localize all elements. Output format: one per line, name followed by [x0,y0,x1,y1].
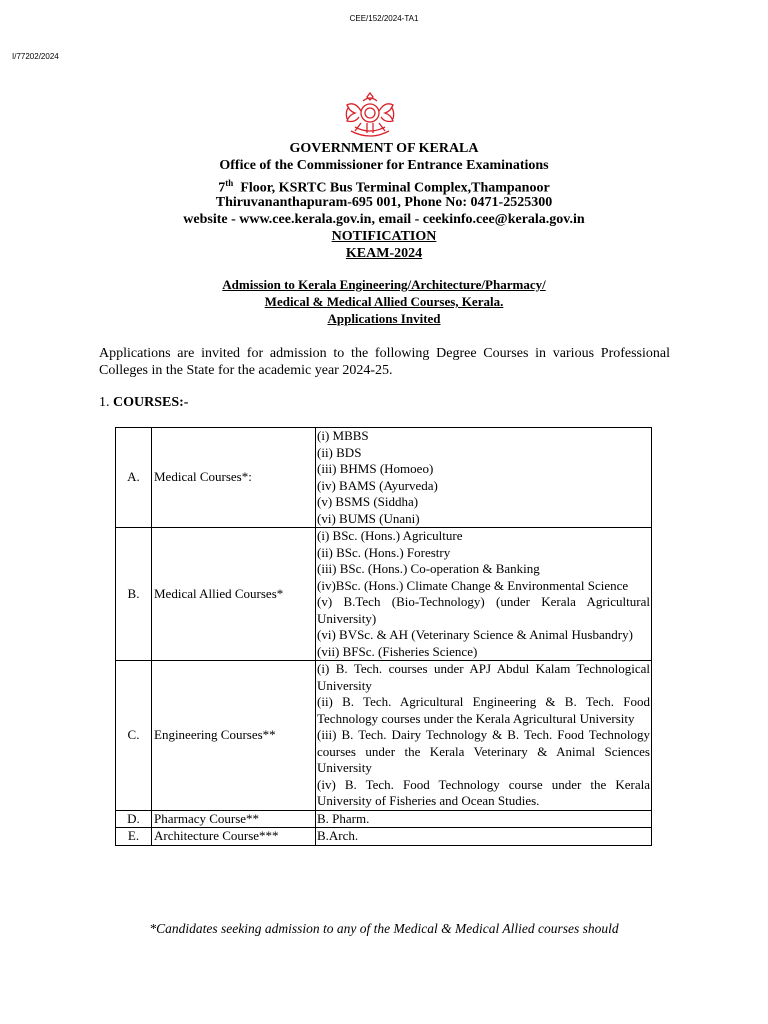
course-category: Pharmacy Course** [152,810,316,828]
course-item: (vi) BVSc. & AH (Veterinary Science & Animal Husbandry) [317,627,633,642]
course-item: (iii) BHMS (Homoeo) [317,461,434,476]
header-office: Office of the Commissioner for Entrance Examinations [219,158,549,173]
course-item: B. Pharm. [317,810,370,826]
course-category: Medical Courses*: [152,428,316,528]
header-government: GOVERNMENT OF KERALA [289,141,479,156]
course-item: B.Arch. [317,828,359,843]
table-row [116,828,652,846]
section-heading: 1. COURSES:- [99,395,189,410]
course-label: E. [116,828,152,846]
course-item: (iii) BSc. (Hons.) Co-operation & Banking [317,561,540,576]
keam-title: KEAM-2024 [345,246,423,261]
course-label: C. [116,661,152,811]
course-category: Engineering Courses** [152,661,316,811]
notification-title: NOTIFICATION [331,229,437,244]
table-row [116,810,652,828]
header-web-email: website - www.cee.kerala.gov.in, email - ceekinfo.cee@kerala.gov.in [183,212,585,227]
course-item: (i) BSc. (Hons.) Agriculture [317,528,463,543]
course-item: (i) MBBS [317,428,369,443]
course-items [316,828,652,846]
course-item: (ii) BSc. (Hons.) Forestry [317,544,451,560]
subject-line-2: Medical & Medical Allied Courses, Kerala. [264,294,504,309]
file-reference-left: I/77202/2024 [12,52,59,61]
course-label: B. [116,528,152,661]
kerala-state-emblem-icon [339,87,401,141]
table-row [116,661,652,811]
course-items [316,428,652,528]
table-row [116,428,652,528]
course-item: (ii) B. Tech. Agricultural Engineering & B. Tech. Food Technology courses under the Kerala Agricultural University [317,694,650,726]
course-item: (iii) B. Tech. Dairy Technology & B. Tech. Food Technology courses under the Kerala Veterinary & Animal Sciences University [317,727,650,775]
course-item: (v) B.Tech (Bio-Technology) (under Kerala Agricultural University) [317,594,650,626]
course-item: (iv) BAMS (Ayurveda) [317,477,438,493]
subject-line-1: Admission to Kerala Engineering/Architecture/Pharmacy/ [222,277,546,292]
header-address-floor: 7th Floor, KSRTC Bus Terminal Complex,Thampanoor [218,178,550,196]
course-item: (v) BSMS (Siddha) [317,494,419,509]
course-item: (vi) BUMS (Unani) [317,510,420,526]
course-item: (iv) B. Tech. Food Technology course under the Kerala University of Fisheries and Ocean Studies. [317,776,650,808]
course-item: (ii) BDS [317,444,362,460]
course-category: Medical Allied Courses* [152,528,316,661]
course-item: (i) B. Tech. courses under APJ Abdul Kalam Technological University [317,661,650,693]
course-item: (vii) BFSc. (Fisheries Science) [317,643,478,659]
header-city-phone: Thiruvananthapuram-695 001, Phone No: 0471-2525300 [215,195,553,210]
course-item: (iv)BSc. (Hons.) Climate Change & Environmental Science [317,577,629,593]
intro-paragraph: Applications are invited for admission to the following Degree Courses in various Professional Colleges in the State for the academic year 2024-25. [99,346,670,378]
course-items [316,810,652,828]
course-items [316,661,652,811]
course-label: A. [116,428,152,528]
file-reference-top: CEE/152/2024-TA1 [349,14,419,23]
course-category: Architecture Course*** [152,828,316,846]
course-items [316,528,652,661]
footnote: *Candidates seeking admission to any of the Medical & Medical Allied courses should [149,921,619,936]
table-row [116,528,652,661]
course-label: D. [116,810,152,828]
subject-line-3: Applications Invited [327,311,441,326]
courses-table [115,427,652,846]
